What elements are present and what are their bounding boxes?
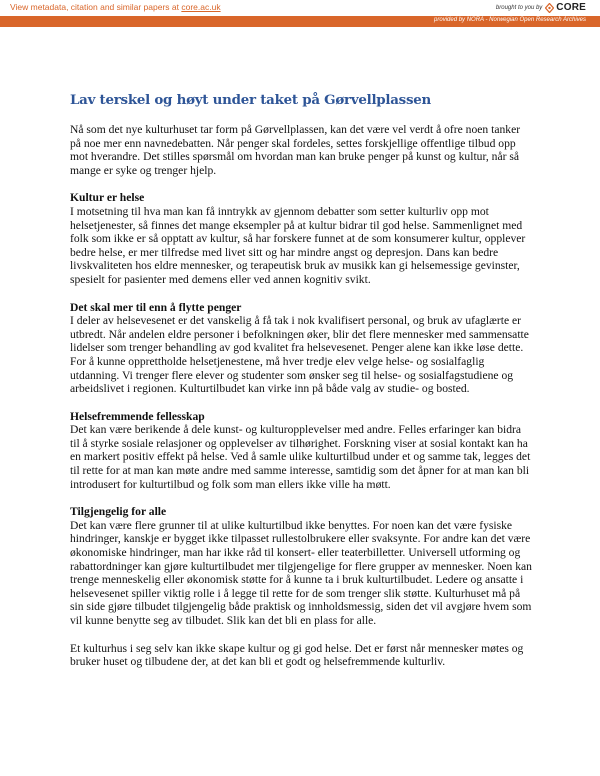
provider-bar: [0, 16, 600, 27]
section-heading: Det skal mer til enn å flytte penger: [70, 300, 242, 314]
core-logo-icon: [545, 3, 554, 13]
article: [70, 92, 532, 669]
section-kultur-er-helse: [70, 191, 532, 286]
section-body: Det kan være berikende å dele kunst- og kulturopplevelser med andre. Felles erfaringer kan bidra til å styrke sosiale relasjoner og opplevelser av tilhørighet. Forskning viser at sosial kontakt kan ha en markert positiv effekt på helse. Ved å samle ulike kulturtilbud under et og samme tak, legges det til rette for at man kan møte andre med samme interesse, samtidig som det åpner for at man kan bli introdusert for kulturtilbud og folk som man ellers ikke ville ha møtt.: [70, 423, 531, 491]
section-body: I deler av helsevesenet er det vanskelig å få tak i nok kvalifisert personal, og bruk av ufaglærte er utbredt. Når andelen eldre personer i befolkningen øker, blir det flere mennesker med sammensatte lidelser som trenger behandling av god kvalitet fra helsevesenet. Penger alene kan ikke løse dette. For å kunne opprettholde helsetjenestene, må hver tredje elev velge helse- og sosialfaglig utdanning. Vi trenger flere elever og studenter som ønsker seg til helse- og sosialfagstudiene og arbeidslivet i regionen. Kulturtilbudet kan virke inn på både valg av studie- og bosted.: [70, 314, 529, 396]
core-top-bar: [0, 0, 600, 16]
view-metadata-link-text: View metadata, citation and similar papers at: [10, 2, 182, 12]
section-flytte-penger: [70, 301, 532, 396]
core-logo[interactable]: [545, 2, 586, 13]
provided-by-link[interactable]: provided by NORA - Norwegian Open Research Archives: [434, 17, 586, 23]
section-helsefremmende-fellesskap: [70, 410, 532, 492]
section-heading: Kultur er helse: [70, 191, 145, 205]
view-metadata-link[interactable]: [10, 2, 221, 12]
closing-paragraph: Et kulturhus i seg selv kan ikke skape kultur og gi god helse. Det er først når mennesker møtes og bruker huset og tilbudene der, at det kan bli et godt og helsefremmende kulturliv.: [70, 641, 524, 669]
article-title: Lav terskel og høyt under taket på Gørvellplassen: [70, 92, 432, 108]
brought-to-you-by: [496, 2, 586, 13]
core-domain-link[interactable]: core.ac.uk: [181, 2, 221, 12]
section-heading: Helsefremmende fellesskap: [70, 409, 205, 423]
section-body: I motsetning til hva man kan få inntrykk av gjennom debatter som setter kulturliv opp mot helsetjenester, så finnes det mange eksempler på at kultur bidrar til god helse. Sammenlignet med folk som ikke er så opptatt av kultur, så har forskere funnet at de som konsumerer kultur, opplever bedre helse, er mer tilfredse med livet sitt og har mindre angst og depresjon. Dans kan bedre livskvaliteten hos eldre mennesker, og terapeutisk bruk av musikk kan gi helsemessige gevinster, spesielt for pasienter med demens eller ved annen kognitiv svikt.: [70, 204, 526, 286]
section-tilgjengelig-for-alle: [70, 505, 532, 627]
section-body: Det kan være flere grunner til at ulike kulturtilbud ikke benyttes. For noen kan det være fysiske hindringer, kanskje er bygget ikke tilpasset rullestolbrukere eller svaksynte. For andre kan det være økonomiske hindringer, man har ikke råd til konsert- eller teaterbilletter. Universell utforming og rabattordninger kan gjøre kulturtilbudet mer tilgjengelige for flere grupper av mennesker. Noen kan trenge menneskelig eller økonomisk støtte for å kunne ta i bruk kulturtilbudet. Ledere og ansatte i helsevesenet spiller viktig rolle i å legge til rette for de som trenger slik støtte. Kulturhuset må på sin side gjøre tilbudet tilgjengelig både praktisk og innholdsmessig, siden det vil avgjøre hvem som vil kunne benytte seg av tilbudet. Slik kan det bli en plass for alle.: [70, 518, 532, 627]
section-heading: Tilgjengelig for alle: [70, 505, 167, 519]
intro-paragraph: Nå som det nye kulturhuset tar form på Gørvellplassen, kan det være vel verdt å ofre noen tanker på noe mer enn navnedebatten. Når penger skal fordeles, settes forskjellige offentlige tilbud opp mot hverandre. Det stilles spørsmål om hvordan man kan bruke penger på kunst og kultur, når så mange er syke og trenger hjelp.: [70, 123, 521, 177]
core-logo-word: CORE: [556, 2, 586, 13]
brought-to-you-by-label: brought to you by: [495, 4, 543, 11]
